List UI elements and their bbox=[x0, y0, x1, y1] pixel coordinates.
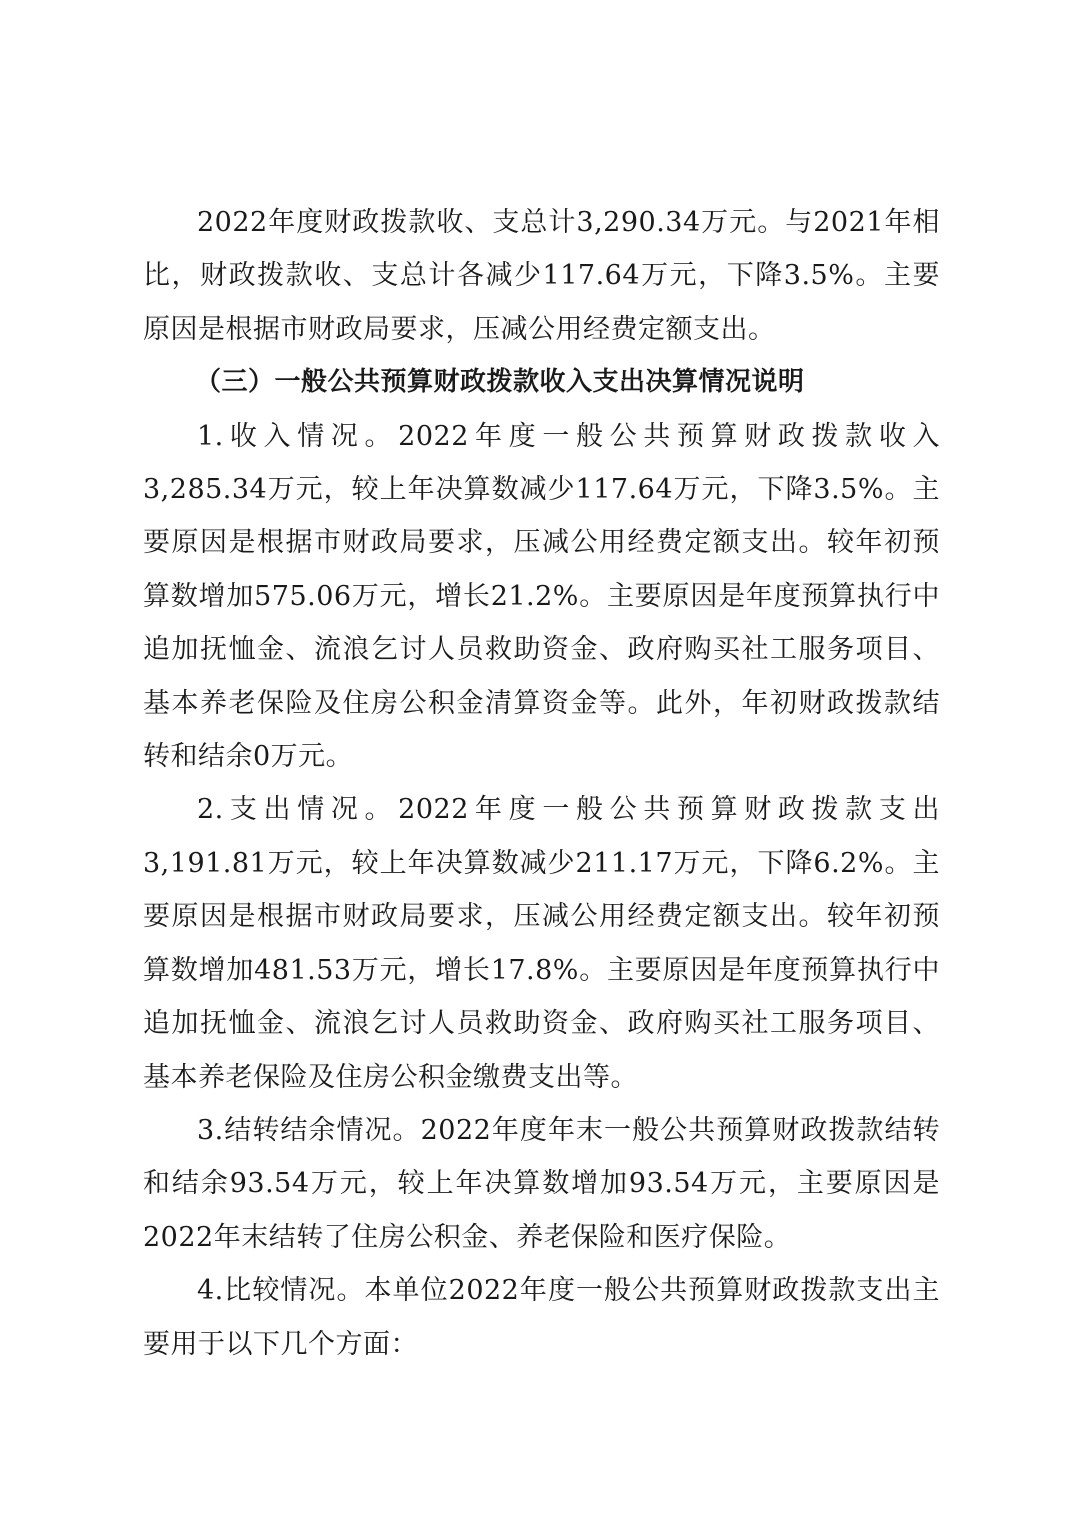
document-body bbox=[143, 196, 940, 1371]
paragraph-carryover: 3.结转结余情况。2022年度年末一般公共预算财政拨款结转和结余93.54万元，较上年决算数增加93.54万元，主要原因是2022年末结转了住房公积金、养老保险和医疗保险。 bbox=[143, 1114, 940, 1253]
paragraph-comparison: 4.比较情况。本单位2022年度一般公共预算财政拨款支出主要用于以下几个方面： bbox=[143, 1275, 940, 1360]
paragraph-expenditure: 2.支出情况。2022年度一般公共预算财政拨款支出3,191.81万元，较上年决算数减少211.17万元，下降6.2%。主要原因是根据市财政局要求，压减公用经费定额支出。较年初预算数增加481.53万元，增长17.8%。主要原因是年度预算执行中追加抚恤金、流浪乞讨人员救助资金、政府购买社工服务项目、基本养老保险及住房公积金缴费支出等。 bbox=[143, 794, 940, 1093]
section-heading: （三）一般公共预算财政拨款收入支出决算情况说明 bbox=[195, 367, 805, 398]
paragraph-income: 1.收入情况。2022年度一般公共预算财政拨款收入3,285.34万元，较上年决算数减少117.64万元，下降3.5%。主要原因是根据市财政局要求，压减公用经费定额支出。较年初预算数增加575.06万元，增长21.2%。主要原因是年度预算执行中追加抚恤金、流浪乞讨人员救助资金、政府购买社工服务项目、基本养老保险及住房公积金清算资金等。此外，年初财政拨款结转和结余0万元。 bbox=[143, 420, 940, 773]
paragraph-total-summary: 2022年度财政拨款收、支总计3,290.34万元。与2021年相比，财政拨款收、支总计各减少117.64万元，下降3.5%。主要原因是根据市财政局要求，压减公用经费定额支出。 bbox=[143, 207, 940, 345]
